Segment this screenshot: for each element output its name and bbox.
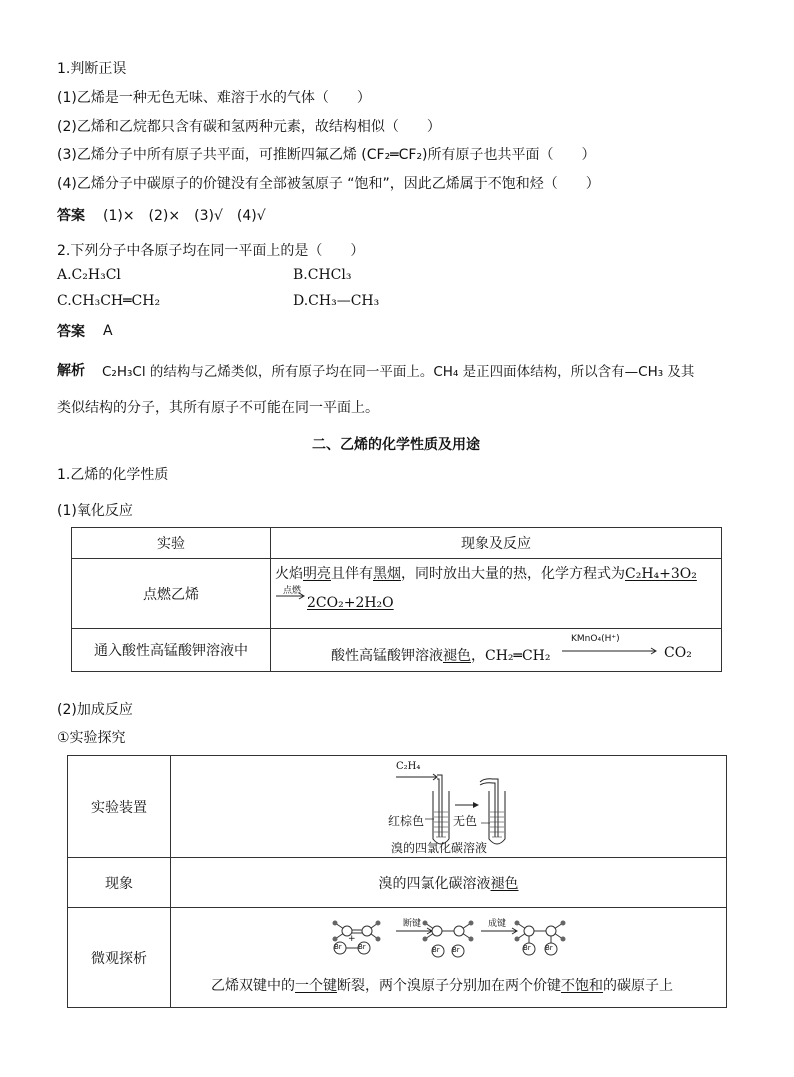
table2-row2-content: 溴的四氯化碳溶液褪色 xyxy=(171,858,727,908)
br-atom: Br xyxy=(452,945,460,954)
table1-row1-label: 点燃乙烯 xyxy=(72,559,271,629)
combustion-equation xyxy=(275,583,721,619)
q2-answer-label: 答案 xyxy=(57,324,85,340)
table1-row2-label: 通入酸性高锰酸钾溶液中 xyxy=(72,629,271,672)
reaction-arrow xyxy=(275,592,307,600)
gas-label: C₂H₄ xyxy=(396,760,421,772)
br-atom: Br xyxy=(545,943,553,952)
micro-explanation: 乙烯双键中的一个键断裂，两个溴原子分别加在两个价键不饱和的碳原子上 xyxy=(211,977,673,994)
q1-title: 1.判断正误 xyxy=(57,61,127,77)
q2-option-d: D.CH₃—CH₃ xyxy=(293,293,380,309)
q1-answer-label: 答案 xyxy=(57,208,85,224)
addition-title: (2)加成反应 xyxy=(57,702,133,718)
explore-title: ①实验探究 xyxy=(57,730,126,746)
q1-item-2: (2)乙烯和乙烷都只含有碳和氢两种元素，故结构相似（ ） xyxy=(57,119,441,135)
q2-answer: A xyxy=(103,323,113,339)
combustion-products: 2CO₂+2H₂O xyxy=(307,595,394,611)
q2-analysis-line2: 类似结构的分子，其所有原子不可能在同一平面上。 xyxy=(57,400,379,416)
condition-ignite: 点燃 xyxy=(283,586,302,596)
br-atom: Br xyxy=(523,943,531,952)
br-atom: Br xyxy=(334,942,342,951)
table1-header-phenomenon: 现象及反应 xyxy=(271,528,722,559)
table1-row2-content: 酸性高锰酸钾溶液褪色，CH₂═CH₂ KMnO₄(H⁺) CO₂ xyxy=(271,629,722,672)
break-label: 断键 xyxy=(403,918,422,929)
apparatus-caption: 溴的四氯化碳溶液 xyxy=(391,840,488,855)
table2-apparatus-cell xyxy=(171,756,727,858)
br-atom: Br xyxy=(432,945,440,954)
q1-item-1: (1)乙烯是一种无色无味、难溶于水的气体（ ） xyxy=(57,90,371,106)
table2-row3-label: 微观探析 xyxy=(68,908,171,1008)
oxidation-title: (1)氧化反应 xyxy=(57,503,133,519)
table2-micro-cell xyxy=(171,908,727,1008)
molecular-diagram xyxy=(171,909,727,969)
q2-analysis-line1: C₂H₃Cl 的结构与乙烯类似，所有原子均在同一平面上。CH₄ 是正四面体结构，所以含有—CH₃ 及其 xyxy=(102,364,695,380)
section-heading: 二、乙烯的化学性质及用途 xyxy=(312,437,480,453)
form-label: 成键 xyxy=(488,918,507,929)
left-tube-color: 红棕色 xyxy=(388,813,425,828)
q1-item-3: (3)乙烯分子中所有原子共平面，可推断四氟乙烯 (CF₂═CF₂)所有原子也共平面（ ） xyxy=(57,147,596,163)
q1-item-4: (4)乙烯分子中碳原子的价键没有全部被氢原子 “饱和”，因此乙烯属于不饱和烃（ ） xyxy=(57,176,600,192)
q2-option-a: A.C₂H₃Cl xyxy=(57,267,121,283)
reaction-arrow xyxy=(561,647,659,655)
addition-table xyxy=(67,755,727,1008)
q2-option-b: B.CHCl₃ xyxy=(293,267,352,283)
oxidation-product: CO₂ xyxy=(664,645,692,661)
right-tube-color: 无色 xyxy=(453,813,478,828)
table1-row1-content: 火焰明亮且伴有黑烟，同时放出大量的热，化学方程式为C₂H₄+3O₂ 点燃 2CO₂+2H₂O xyxy=(271,559,722,629)
table2-row2-label: 现象 xyxy=(68,858,171,908)
table1-header-experiment: 实验 xyxy=(72,528,271,559)
oxidation-table xyxy=(71,527,722,672)
q2-option-c: C.CH₃CH═CH₂ xyxy=(57,293,161,309)
section-sub1: 1.乙烯的化学性质 xyxy=(57,467,169,483)
q1-answer: (1)× (2)× (3)√ (4)√ xyxy=(103,208,266,224)
q2-title: 2.下列分子中各原子均在同一平面上的是（ ） xyxy=(57,243,365,259)
q2-analysis-label: 解析 xyxy=(57,363,85,379)
table2-row1-label: 实验装置 xyxy=(68,756,171,858)
condition-kmno4: KMnO₄(H⁺) xyxy=(571,634,620,644)
br-atom: Br xyxy=(358,942,366,951)
plus-sign: + xyxy=(348,933,356,944)
